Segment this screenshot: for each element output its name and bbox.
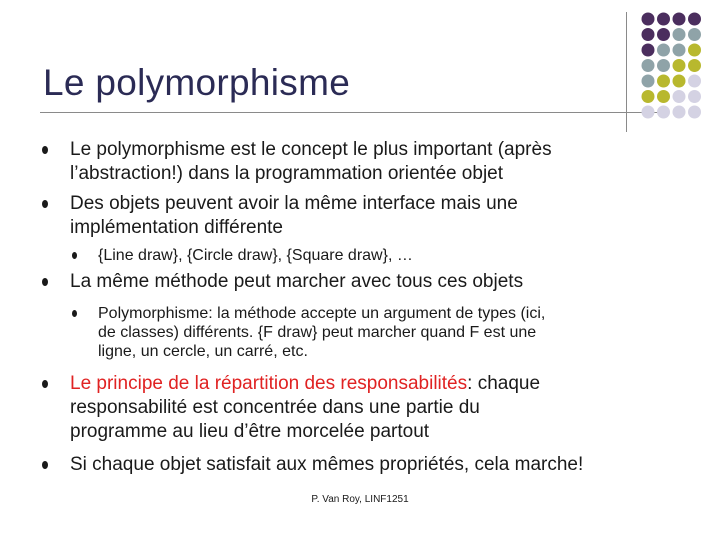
title-divider: [40, 112, 668, 113]
decorative-dot: [688, 106, 701, 119]
decorative-dot: [673, 28, 686, 41]
bullet-icon: [42, 461, 48, 469]
decorative-dot: [642, 44, 655, 57]
decorative-dot: [642, 59, 655, 72]
bullet-same-interface: [42, 192, 518, 240]
bullet-text-line: responsabilité est concentrée dans une partie du: [70, 397, 480, 418]
decorative-dot: [688, 13, 701, 26]
sub-bullet-polymorphism-definition: [72, 304, 545, 361]
decorative-dot: [688, 44, 701, 57]
bullet-text-line: {Line draw}, {Circle draw}, {Square draw}, …: [98, 247, 413, 264]
decorative-dot: [673, 59, 686, 72]
decorative-dot: [688, 90, 701, 103]
bullet-icon: [42, 278, 48, 286]
bullet-text-line: implémentation différente: [70, 217, 283, 238]
bullet-text-line: l’abstraction!) dans la programmation orientée objet: [70, 163, 504, 184]
decorative-dot: [642, 106, 655, 119]
bullet-icon: [42, 146, 48, 154]
decorative-dot: [673, 75, 686, 88]
bullet-icon: [42, 380, 48, 388]
bullet-icon: [72, 252, 77, 259]
decorative-dot: [657, 59, 670, 72]
bullet-text-line: [70, 372, 540, 396]
bullet-same-method: [42, 270, 523, 294]
decorative-dot: [688, 59, 701, 72]
bullet-text-line: Si chaque objet satisfait aux mêmes propriétés, cela marche!: [70, 454, 584, 475]
decorative-dot: [657, 75, 670, 88]
bullet-text-line: Des objets peuvent avoir la même interface mais une: [70, 193, 518, 214]
highlighted-term: Le principe de la répartition des responsabilités: [70, 373, 468, 394]
decorative-dot: [688, 28, 701, 41]
decorative-dot: [642, 90, 655, 103]
bullet-polymorphism-concept: [42, 138, 552, 186]
vertical-divider: [626, 12, 627, 132]
bullet-text-line: La même méthode peut marcher avec tous ces objets: [70, 271, 524, 292]
bullet-same-properties: [42, 453, 583, 477]
decorative-dot: [673, 90, 686, 103]
bullet-text-line: Polymorphisme: la méthode accepte un argument de types (ici,: [98, 305, 546, 322]
decorative-dot: [657, 13, 670, 26]
sub-bullet-draw-examples: [72, 246, 413, 265]
decorative-dot: [642, 28, 655, 41]
bullet-icon: [42, 200, 48, 208]
decorative-dot: [657, 106, 670, 119]
bullet-text-rest: : chaque: [467, 373, 541, 394]
bullet-text-line: Le polymorphisme est le concept le plus important (après: [70, 139, 552, 160]
decorative-dot: [642, 13, 655, 26]
slide-title: Le polymorphisme: [43, 62, 351, 103]
bullet-text-line: ligne, un cercle, un carré, etc.: [98, 343, 308, 360]
bullet-responsibility-principle: [42, 372, 540, 444]
decorative-dot: [673, 44, 686, 57]
footer-author: P. Van Roy, LINF1251: [311, 494, 409, 505]
decorative-dot-grid: [640, 12, 720, 122]
decorative-dot: [688, 75, 701, 88]
bullet-text-line: programme au lieu d’être morcelée partout: [70, 421, 430, 442]
decorative-dot: [657, 28, 670, 41]
decorative-dot: [657, 90, 670, 103]
bullet-icon: [72, 310, 77, 317]
decorative-dot: [642, 75, 655, 88]
bullet-text-line: de classes) différents. {F draw} peut marcher quand F est une: [98, 324, 537, 341]
decorative-dot: [673, 13, 686, 26]
decorative-dot: [673, 106, 686, 119]
decorative-dot: [657, 44, 670, 57]
